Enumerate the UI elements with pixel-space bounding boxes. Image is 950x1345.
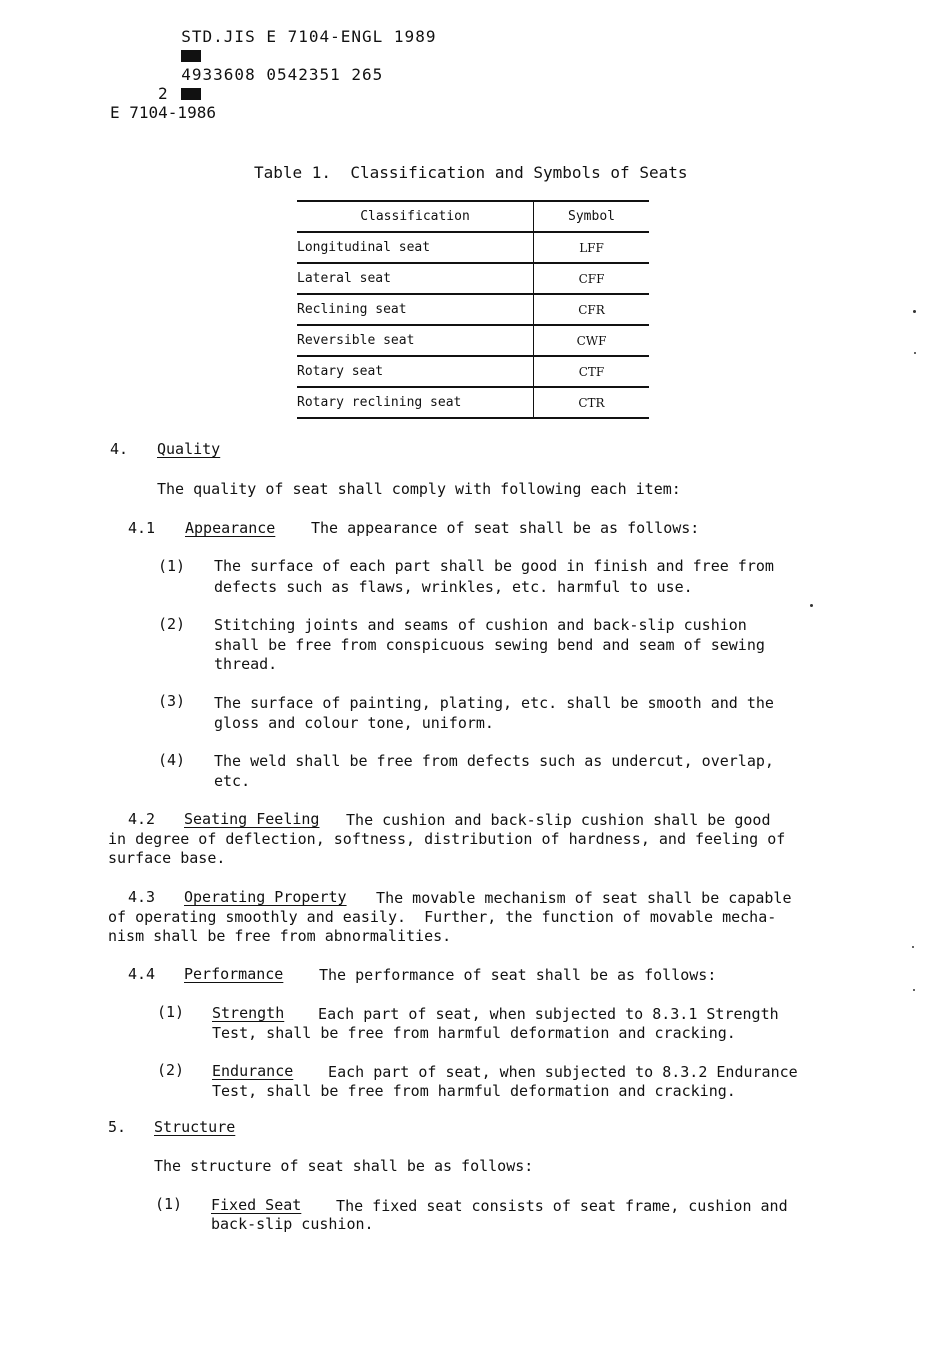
item-text-line: Each part of seat, when subjected to 8.3.1 Strength (300, 1005, 779, 1023)
column-header-symbol: Symbol (568, 209, 615, 224)
item-text-line: The surface of painting, plating, etc. shall be smooth and the (214, 694, 774, 712)
item-text-line: Test, shall be free from harmful deformation and cracking. (212, 1082, 736, 1100)
item-text-line: Each part of seat, when subjected to 8.3.2 Endurance (310, 1063, 798, 1081)
cell-classification: Reversible seat (297, 325, 534, 356)
section-5-number: 5. (108, 1118, 127, 1136)
cell-symbol: LFF (579, 240, 604, 255)
section-4-2-line: surface base. (108, 849, 226, 867)
cell-classification: Rotary reclining seat (297, 387, 534, 418)
page-number: 2 (158, 84, 168, 103)
item-number: (1) (157, 1003, 185, 1021)
section-5-intro: The structure of seat shall be as follows: (154, 1157, 534, 1175)
table-row (297, 232, 649, 263)
cell-symbol: CTR (578, 395, 605, 410)
section-4-4-title: Performance (184, 965, 284, 983)
table-row (297, 263, 649, 294)
table-row (297, 294, 649, 325)
section-4-2-line: The cushion and back-slip cushion shall be good (337, 811, 771, 829)
scan-speck (913, 989, 915, 991)
cell-symbol: CTF (578, 364, 605, 379)
item-number: (2) (158, 615, 186, 633)
item-number: (2) (157, 1061, 185, 1079)
column-header-classification: Classification (297, 201, 534, 232)
scan-speck (912, 946, 914, 948)
item-text-line: The surface of each part shall be good in finish and free from (214, 557, 774, 575)
classification-table (297, 200, 649, 419)
item-title: Endurance (212, 1062, 294, 1080)
scan-speck (913, 310, 916, 313)
item-text-line: Stitching joints and seams of cushion and back-slip cushion (214, 616, 747, 634)
cell-symbol: CWF (576, 333, 607, 348)
section-4-3-line: of operating smoothly and easily. Further, the function of movable mecha- (108, 908, 777, 926)
table-caption: Table 1. Classification and Symbols of Seats (254, 163, 688, 182)
section-5-title: Structure (154, 1118, 236, 1136)
item-text-line: The fixed seat consists of seat frame, cushion and (318, 1197, 788, 1215)
item-text-line: Test, shall be free from harmful deformation and cracking. (212, 1024, 736, 1042)
section-4-3-line: The movable mechanism of seat shall be capable (358, 889, 792, 907)
header-redaction-block (181, 50, 201, 62)
item-title: Strength (212, 1004, 285, 1022)
section-4-1-number: 4.1 (128, 519, 156, 537)
item-number: (1) (155, 1195, 183, 1213)
table-row (297, 356, 649, 387)
section-4-3-title: Operating Property (184, 888, 347, 906)
table-header-row (297, 201, 649, 232)
item-text-line: defects such as flaws, wrinkles, etc. harmful to use. (214, 578, 693, 596)
section-4-3-line: nism shall be free from abnormalities. (108, 927, 452, 945)
scan-speck (810, 604, 813, 607)
header-standard-code: STD.JIS E 7104-ENGL 1989 (181, 27, 437, 46)
item-number: (4) (158, 751, 186, 769)
section-4-title: Quality (157, 440, 221, 458)
section-4-intro: The quality of seat shall comply with following each item: (157, 480, 681, 498)
section-4-1-text: The appearance of seat shall be as follows: (311, 519, 700, 537)
table-row (297, 325, 649, 356)
cell-classification: Rotary seat (297, 356, 534, 387)
cell-symbol: CFF (578, 271, 605, 286)
header-catalog-code: 4933608 0542351 265 (181, 65, 384, 84)
cell-symbol: CFR (578, 302, 605, 317)
doc-code: E 7104-1986 (110, 103, 216, 122)
section-4-1-title: Appearance (185, 519, 276, 537)
item-text-line: shall be free from conspicuous sewing bend and seam of sewing (214, 636, 765, 654)
section-4-2-number: 4.2 (128, 810, 156, 828)
cell-classification: Longitudinal seat (297, 232, 534, 263)
item-text-line: gloss and colour tone, uniform. (214, 714, 494, 732)
item-number: (1) (158, 557, 186, 575)
table-row (297, 387, 649, 418)
section-4-4-text: The performance of seat shall be as follows: (319, 966, 717, 984)
item-text-line: etc. (214, 772, 251, 790)
section-4-4-number: 4.4 (128, 965, 156, 983)
item-title: Fixed Seat (211, 1196, 302, 1214)
document-header (160, 8, 436, 103)
item-text-line: thread. (214, 655, 278, 673)
item-text-line: The weld shall be free from defects such as undercut, overlap, (214, 752, 774, 770)
header-redaction-block-end (181, 88, 201, 100)
item-text-line: back-slip cushion. (211, 1215, 374, 1233)
scan-speck (914, 352, 916, 354)
section-4-3-number: 4.3 (128, 888, 156, 906)
cell-classification: Lateral seat (297, 263, 534, 294)
section-4-2-line: in degree of deflection, softness, distribution of hardness, and feeling of (108, 830, 786, 848)
section-4-2-title: Seating Feeling (184, 810, 320, 828)
section-4-number: 4. (110, 440, 129, 458)
cell-classification: Reclining seat (297, 294, 534, 325)
item-number: (3) (158, 692, 186, 710)
